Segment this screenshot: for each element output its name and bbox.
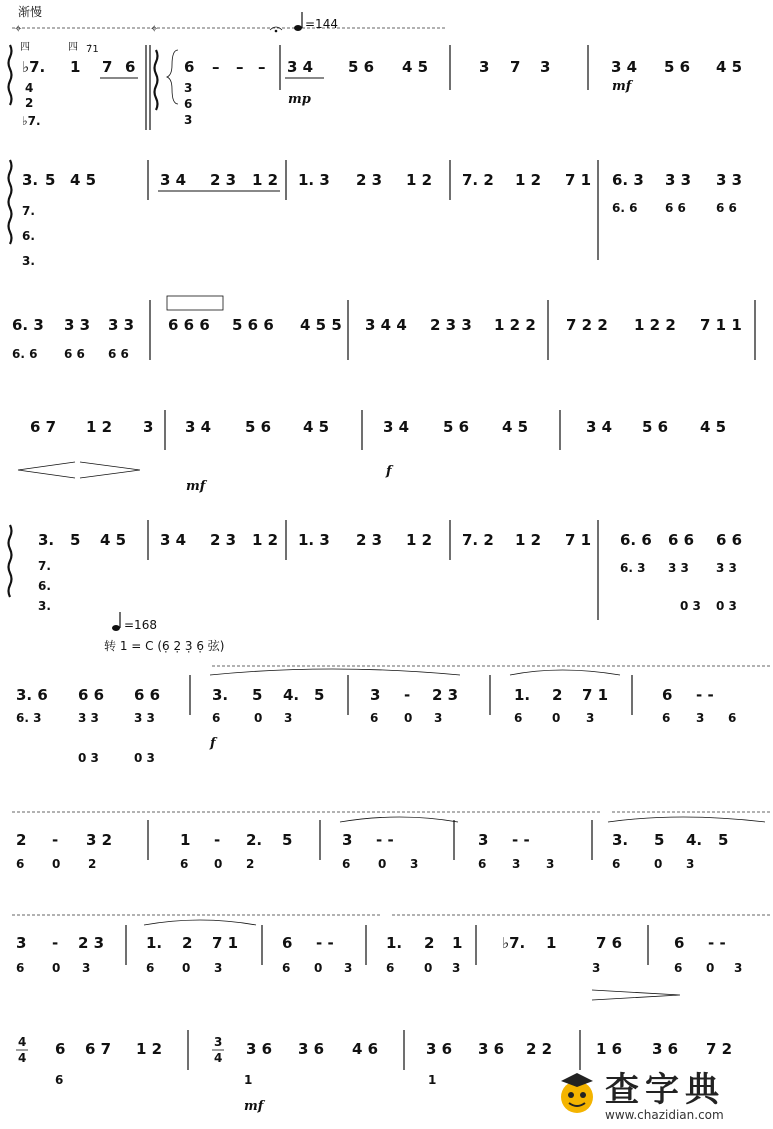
svg-text:3 4: 3 4 — [160, 171, 187, 189]
svg-text:5: 5 — [45, 171, 56, 189]
svg-text:3 6: 3 6 — [246, 1040, 273, 1058]
svg-text:6: 6 — [612, 857, 621, 871]
svg-text:6: 6 — [674, 934, 685, 952]
svg-text:- -: - - — [696, 686, 714, 704]
svg-text:2 3: 2 3 — [210, 531, 237, 549]
svg-text:mf: mf — [244, 1099, 264, 1114]
svg-text:- -: - - — [316, 934, 334, 952]
svg-text:5 6: 5 6 — [664, 58, 691, 76]
svg-text:3.: 3. — [22, 254, 35, 268]
svg-text:0: 0 — [378, 857, 387, 871]
svg-text:6: 6 — [55, 1040, 66, 1058]
svg-text:4 6: 4 6 — [352, 1040, 379, 1058]
svg-text:5: 5 — [718, 831, 729, 849]
svg-text:5: 5 — [252, 686, 263, 704]
svg-text:3: 3 — [370, 686, 381, 704]
svg-text:5: 5 — [314, 686, 325, 704]
grad-cap-icon — [561, 1073, 593, 1087]
svg-text:- -: - - — [512, 831, 530, 849]
svg-text:mf: mf — [612, 79, 632, 94]
svg-text:-: - — [214, 831, 221, 849]
svg-text:0: 0 — [314, 961, 323, 975]
crescendo-icon — [18, 462, 75, 478]
svg-text:3: 3 — [16, 934, 27, 952]
svg-text:3: 3 — [434, 711, 443, 725]
svg-text:1.: 1. — [514, 686, 531, 704]
svg-text:6: 6 — [146, 961, 155, 975]
svg-text:6: 6 — [125, 58, 136, 76]
svg-text:4 5: 4 5 — [303, 418, 330, 436]
svg-text:1: 1 — [428, 1073, 437, 1087]
svg-text:5: 5 — [70, 531, 81, 549]
svg-text:3: 3 — [479, 58, 490, 76]
svg-text:3.: 3. — [22, 171, 39, 189]
svg-text:4 5: 4 5 — [70, 171, 97, 189]
svg-text:5: 5 — [282, 831, 293, 849]
svg-text:7.: 7. — [22, 204, 35, 218]
svg-text:6: 6 — [16, 961, 25, 975]
svg-text:1 2: 1 2 — [515, 531, 542, 549]
svg-text:✧: ✧ — [150, 24, 159, 35]
svg-text:1: 1 — [180, 831, 191, 849]
svg-text:3: 3 — [734, 961, 743, 975]
svg-text:2 2: 2 2 — [526, 1040, 553, 1058]
svg-text:7. 2: 7. 2 — [462, 531, 494, 549]
watermark-title: 查字典 — [605, 1070, 725, 1110]
svg-text:1. 3: 1. 3 — [298, 531, 330, 549]
watermark-url: www.chazidian.com — [605, 1108, 724, 1122]
svg-text:3 6: 3 6 — [478, 1040, 505, 1058]
svg-text:7 6: 7 6 — [596, 934, 623, 952]
svg-text:6: 6 — [728, 711, 737, 725]
svg-text:✧: ✧ — [14, 24, 23, 35]
svg-text:3: 3 — [686, 857, 695, 871]
svg-text:3: 3 — [546, 857, 555, 871]
svg-text:3 2: 3 2 — [86, 831, 113, 849]
svg-text:5 6: 5 6 — [245, 418, 272, 436]
svg-text:3.: 3. — [38, 599, 51, 613]
svg-text:3: 3 — [478, 831, 489, 849]
svg-text:3: 3 — [184, 113, 193, 127]
svg-text:-: - — [404, 686, 411, 704]
svg-text:–: – — [258, 58, 266, 76]
svg-text:-: - — [52, 831, 59, 849]
svg-text:-: - — [52, 934, 59, 952]
svg-text:–: – — [212, 58, 220, 76]
svg-text:3 3: 3 3 — [716, 561, 737, 575]
svg-text:6: 6 — [180, 857, 189, 871]
svg-text:2 3: 2 3 — [210, 171, 237, 189]
svg-text:2: 2 — [16, 831, 27, 849]
svg-text:4 5: 4 5 — [716, 58, 743, 76]
svg-text:6: 6 — [282, 934, 293, 952]
svg-text:7 1: 7 1 — [212, 934, 239, 952]
svg-text:1 2: 1 2 — [406, 171, 433, 189]
svg-text:6 6: 6 6 — [716, 201, 737, 215]
svg-text:4 5: 4 5 — [402, 58, 429, 76]
tempo-bpm-144: =144 — [305, 17, 338, 31]
svg-text:6. 3: 6. 3 — [12, 316, 44, 334]
svg-text:6: 6 — [184, 97, 193, 111]
fermata-icon — [270, 27, 282, 30]
system-4 — [18, 410, 726, 494]
svg-text:2: 2 — [424, 934, 435, 952]
svg-text:6. 3: 6. 3 — [612, 171, 644, 189]
svg-text:3. 6: 3. 6 — [16, 686, 48, 704]
svg-text:4 5 5: 4 5 5 — [300, 316, 342, 334]
svg-text:- -: - - — [708, 934, 726, 952]
system-7 — [12, 812, 770, 871]
svg-text:1 2 2: 1 2 2 — [494, 316, 536, 334]
svg-text:3: 3 — [214, 961, 223, 975]
svg-text:6: 6 — [662, 711, 671, 725]
svg-text:7: 7 — [102, 58, 113, 76]
svg-text:7: 7 — [510, 58, 521, 76]
svg-text:6: 6 — [662, 686, 673, 704]
svg-text:4 5: 4 5 — [100, 531, 127, 549]
svg-text:mf: mf — [186, 479, 206, 494]
svg-text:3: 3 — [184, 81, 193, 95]
svg-text:1.: 1. — [146, 934, 163, 952]
svg-text:6 7: 6 7 — [30, 418, 57, 436]
svg-text:6 6 6: 6 6 6 — [168, 316, 210, 334]
svg-text:–: – — [236, 58, 244, 76]
svg-text:5 6: 5 6 — [642, 418, 669, 436]
svg-text:♭7.: ♭7. — [22, 58, 46, 76]
svg-text:7 1: 7 1 — [582, 686, 609, 704]
svg-text:2 3: 2 3 — [356, 531, 383, 549]
svg-text:3: 3 — [540, 58, 551, 76]
svg-text:6. 3: 6. 3 — [16, 711, 42, 725]
bracket-box — [167, 296, 223, 310]
watermark-logo — [557, 1063, 767, 1125]
system-3 — [12, 296, 755, 361]
svg-text:0: 0 — [52, 857, 61, 871]
svg-text:3.: 3. — [38, 531, 55, 549]
svg-text:6. 6: 6. 6 — [620, 531, 652, 549]
svg-text:6: 6 — [478, 857, 487, 871]
svg-text:0: 0 — [214, 857, 223, 871]
svg-text:6.: 6. — [22, 229, 35, 243]
svg-text:0: 0 — [52, 961, 61, 975]
svg-text:2 3 3: 2 3 3 — [430, 316, 472, 334]
svg-text:3.: 3. — [212, 686, 229, 704]
svg-text:1 2: 1 2 — [515, 171, 542, 189]
svg-text:5 6: 5 6 — [348, 58, 375, 76]
svg-text:7 1 1: 7 1 1 — [700, 316, 742, 334]
svg-text:6: 6 — [674, 961, 683, 975]
svg-text:4.: 4. — [686, 831, 703, 849]
svg-text:6: 6 — [184, 58, 195, 76]
svg-text:♭7.: ♭7. — [22, 114, 41, 128]
svg-text:3 4: 3 4 — [287, 58, 314, 76]
svg-text:3: 3 — [342, 831, 353, 849]
svg-text:7 2 2: 7 2 2 — [566, 316, 608, 334]
svg-text:6 6: 6 6 — [64, 347, 85, 361]
system-1 — [9, 41, 743, 130]
svg-text:7. 2: 7. 2 — [462, 171, 494, 189]
tempo-marking: 渐慢 — [18, 5, 43, 19]
svg-text:3 3: 3 3 — [64, 316, 91, 334]
svg-text:2: 2 — [88, 857, 97, 871]
svg-text:1 2: 1 2 — [136, 1040, 163, 1058]
system-6 — [16, 669, 736, 765]
svg-text:3: 3 — [512, 857, 521, 871]
svg-text:6. 3: 6. 3 — [620, 561, 646, 575]
system-2 — [9, 160, 743, 268]
svg-text:3: 3 — [452, 961, 461, 975]
svg-text:6 7: 6 7 — [85, 1040, 112, 1058]
svg-text:2.: 2. — [246, 831, 263, 849]
diminuendo-icon — [80, 462, 140, 478]
svg-text:3 3: 3 3 — [134, 711, 155, 725]
svg-text:7 2: 7 2 — [706, 1040, 733, 1058]
svg-text:4: 4 — [25, 81, 34, 95]
svg-text:7.: 7. — [38, 559, 51, 573]
svg-text:1. 3: 1. 3 — [298, 171, 330, 189]
svg-text:四: 四 — [20, 42, 30, 53]
svg-text:1 2: 1 2 — [86, 418, 113, 436]
svg-text:6: 6 — [514, 711, 523, 725]
svg-text:1: 1 — [70, 58, 81, 76]
key-change: 转 1 = C (6̣ 2̣ 3̣ 6̣ 弦) — [104, 639, 225, 653]
svg-text:3 4: 3 4 — [160, 531, 187, 549]
arpeggio-icon — [9, 45, 12, 105]
svg-text:3: 3 — [82, 961, 91, 975]
svg-text:6 6: 6 6 — [78, 686, 105, 704]
svg-text:♭7.: ♭7. — [502, 934, 526, 952]
svg-text:3: 3 — [586, 711, 595, 725]
svg-text:3 4: 3 4 — [586, 418, 613, 436]
svg-text:2: 2 — [25, 96, 34, 110]
svg-text:6.: 6. — [38, 579, 51, 593]
svg-text:- -: - - — [376, 831, 394, 849]
svg-text:3 3: 3 3 — [716, 171, 743, 189]
svg-text:1 2: 1 2 — [406, 531, 433, 549]
svg-text:3.: 3. — [612, 831, 629, 849]
svg-text:1 2 2: 1 2 2 — [634, 316, 676, 334]
svg-text:0 3: 0 3 — [78, 751, 99, 765]
svg-text:2: 2 — [182, 934, 193, 952]
svg-text:3: 3 — [284, 711, 293, 725]
svg-text:3 6: 3 6 — [652, 1040, 679, 1058]
svg-text:3 6: 3 6 — [426, 1040, 453, 1058]
system-8 — [12, 915, 770, 1000]
svg-text:5 6: 5 6 — [443, 418, 470, 436]
time-sig-3-4-bottom: 4 — [214, 1051, 223, 1065]
svg-text:6: 6 — [342, 857, 351, 871]
svg-text:6: 6 — [370, 711, 379, 725]
svg-text:7 1: 7 1 — [565, 171, 592, 189]
svg-text:6: 6 — [282, 961, 291, 975]
svg-text:7 1: 7 1 — [565, 531, 592, 549]
svg-text:6. 6: 6. 6 — [12, 347, 38, 361]
svg-text:0: 0 — [404, 711, 413, 725]
svg-text:2 3: 2 3 — [78, 934, 105, 952]
svg-text:1 2: 1 2 — [252, 171, 279, 189]
svg-text:6: 6 — [55, 1073, 64, 1087]
svg-text:6 6: 6 6 — [668, 531, 695, 549]
svg-text:3 4: 3 4 — [611, 58, 638, 76]
svg-text:4.: 4. — [283, 686, 300, 704]
time-sig-4-4-top: 4 — [18, 1035, 27, 1049]
svg-text:3 3: 3 3 — [108, 316, 135, 334]
quarter-note-icon — [294, 25, 302, 31]
svg-text:2 3: 2 3 — [356, 171, 383, 189]
svg-text:5 6 6: 5 6 6 — [232, 316, 274, 334]
svg-text:5: 5 — [654, 831, 665, 849]
svg-text:6: 6 — [212, 711, 221, 725]
svg-text:0: 0 — [182, 961, 191, 975]
svg-text:1.: 1. — [386, 934, 403, 952]
svg-text:3 3: 3 3 — [665, 171, 692, 189]
svg-text:0: 0 — [254, 711, 263, 725]
svg-text:6 6: 6 6 — [108, 347, 129, 361]
svg-text:3: 3 — [410, 857, 419, 871]
svg-text:1: 1 — [244, 1073, 253, 1087]
time-sig-3-4-top: 3 — [214, 1035, 223, 1049]
svg-text:4 5: 4 5 — [700, 418, 727, 436]
svg-text:4 5: 4 5 — [502, 418, 529, 436]
system-5 — [9, 520, 743, 620]
svg-text:2 3: 2 3 — [432, 686, 459, 704]
svg-text:3 3: 3 3 — [668, 561, 689, 575]
svg-text:0: 0 — [706, 961, 715, 975]
svg-text:1 6: 1 6 — [596, 1040, 623, 1058]
svg-text:f: f — [210, 736, 216, 751]
svg-text:f: f — [386, 464, 392, 479]
svg-text:0: 0 — [552, 711, 561, 725]
svg-text:3: 3 — [143, 418, 154, 436]
svg-text:6 6: 6 6 — [665, 201, 686, 215]
svg-text:3 3: 3 3 — [78, 711, 99, 725]
svg-text:3 4: 3 4 — [185, 418, 212, 436]
svg-text:2: 2 — [552, 686, 563, 704]
svg-text:7̇1: 7̇1 — [86, 44, 99, 55]
svg-text:6: 6 — [16, 857, 25, 871]
svg-text:1: 1 — [452, 934, 463, 952]
svg-text:四: 四 — [68, 42, 78, 53]
svg-text:3: 3 — [696, 711, 705, 725]
svg-text:0: 0 — [654, 857, 663, 871]
svg-text:0 3: 0 3 — [134, 751, 155, 765]
svg-text:3: 3 — [344, 961, 353, 975]
tempo-bpm-168: =168 — [124, 618, 157, 632]
svg-text:3 6: 3 6 — [298, 1040, 325, 1058]
svg-text:6 6: 6 6 — [716, 531, 743, 549]
svg-text:6. 6: 6. 6 — [612, 201, 638, 215]
brace-icon — [167, 50, 178, 104]
svg-text:1 2: 1 2 — [252, 531, 279, 549]
svg-text:0 3: 0 3 — [716, 599, 737, 613]
svg-text:0 3: 0 3 — [680, 599, 701, 613]
svg-text:0: 0 — [424, 961, 433, 975]
svg-text:3 4: 3 4 — [383, 418, 410, 436]
svg-text:6 6: 6 6 — [134, 686, 161, 704]
svg-text:mp: mp — [288, 92, 311, 107]
svg-text:3 4 4: 3 4 4 — [365, 316, 407, 334]
svg-text:6: 6 — [386, 961, 395, 975]
svg-text:2: 2 — [246, 857, 255, 871]
svg-text:3: 3 — [592, 961, 601, 975]
svg-text:1: 1 — [546, 934, 557, 952]
time-sig-4-4-bottom: 4 — [18, 1051, 27, 1065]
